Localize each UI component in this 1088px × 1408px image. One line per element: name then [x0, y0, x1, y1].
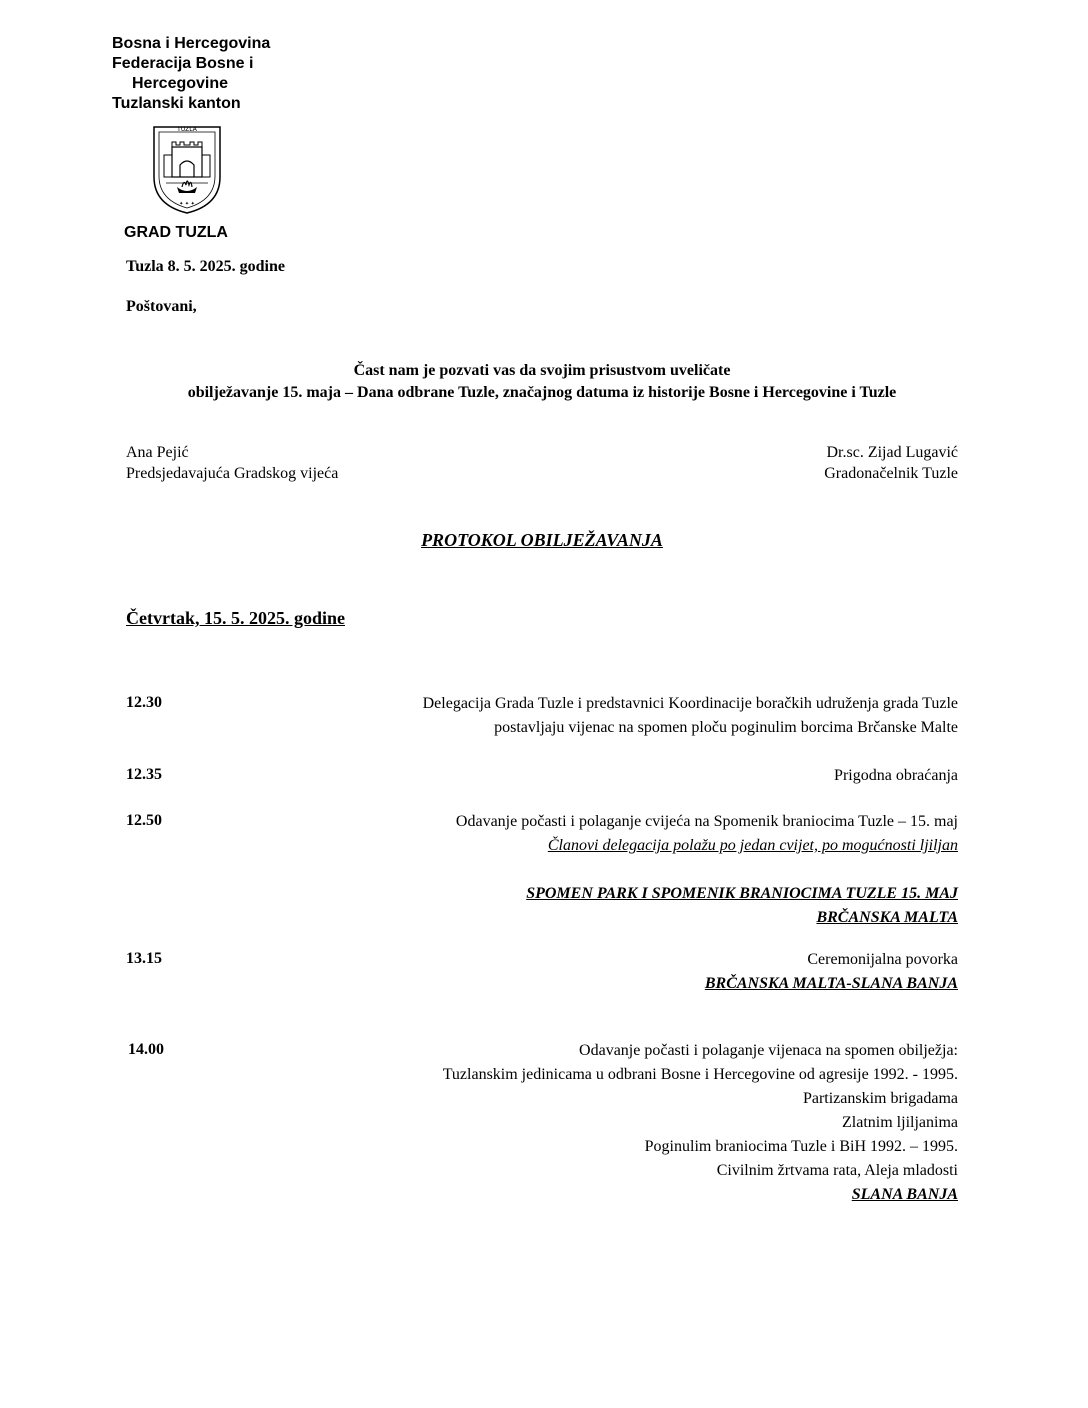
schedule-description [258, 810, 958, 858]
schedule-location: SLANA BANJA [851, 1186, 958, 1203]
schedule-line: Partizanskim brigadama [802, 1090, 958, 1107]
schedule-line: postavljaju vijenac na spomen ploču poginulim borcima Brčanske Malte [494, 719, 958, 736]
header-country: Bosna i Hercegovina [112, 35, 271, 52]
schedule-description [258, 1039, 958, 1207]
schedule-time: 12.50 [126, 812, 162, 829]
tuzla-coat-of-arms-icon [150, 121, 224, 215]
protocol-day: Četvrtak, 15. 5. 2025. godine [126, 608, 345, 628]
schedule-line: Odavanje počasti i polaganje vijenaca na spomen obilježja: [579, 1042, 958, 1059]
schedule-location: BRČANSKA MALTA-SLANA BANJA [704, 975, 958, 992]
schedule-time: 14.00 [128, 1041, 164, 1058]
schedule-line: Delegacija Grada Tuzle i predstavnici Koordinacije boračkih udruženja grada Tuzle [422, 695, 958, 712]
invitation-line-2: obilježavanje 15. maja – Dana odbrane Tuzle, značajnog datuma iz historije Bosne i Hercegovine i Tuzle [187, 384, 897, 401]
schedule-line: Civilnim žrtvama rata, Aleja mladosti [716, 1162, 958, 1179]
schedule-time: 12.35 [126, 766, 162, 783]
schedule-line: Tuzlanskim jedinicama u odbrani Bosne i Hercegovine od agresije 1992. - 1995. [442, 1066, 958, 1083]
location-line: BRČANSKA MALTA [816, 909, 958, 926]
greeting: Poštovani, [126, 298, 197, 315]
schedule-line: Zlatnim ljiljanima [842, 1114, 958, 1131]
schedule-line: Prigodna obraćanja [834, 767, 958, 784]
protocol-title: PROTOKOL OBILJEŽAVANJA [421, 530, 663, 550]
location-line: SPOMEN PARK I SPOMENIK BRANIOCIMA TUZLE 15. MAJ [526, 885, 958, 902]
schedule-description [258, 692, 958, 740]
schedule-description [258, 764, 958, 788]
svg-text:TUZLA: TUZLA [177, 126, 197, 133]
left-signatory-name: Ana Pejić [126, 444, 189, 461]
right-signatory-title: Gradonačelnik Tuzle [824, 465, 958, 482]
right-signatory [824, 442, 958, 484]
left-signatory-title: Predsjedavajuća Gradskog vijeća [126, 465, 339, 482]
header-federation-line2: Hercegovine [132, 75, 229, 92]
city-name: GRAD TUZLA [124, 224, 228, 241]
schedule-line: Poginulim braniocima Tuzle i BiH 1992. – 1995. [644, 1138, 958, 1155]
header-canton: Tuzlanski kanton [112, 95, 241, 112]
right-signatory-name: Dr.sc. Zijad Lugavić [826, 444, 958, 461]
invitation-line-1: Čast nam je pozvati vas da svojim prisustvom uveličate [353, 362, 731, 379]
issuer-header [112, 34, 312, 114]
schedule-line: Ceremonijalna povorka [807, 951, 958, 968]
invitation-text [60, 360, 1024, 404]
schedule-note: Članovi delegacija polažu po jedan cvijet, po mogućnosti ljiljan [547, 837, 958, 854]
svg-text:✦ ✦ ✦: ✦ ✦ ✦ [179, 201, 195, 207]
header-federation-line1: Federacija Bosne i [112, 55, 254, 72]
letter-date: Tuzla 8. 5. 2025. godine [126, 258, 285, 275]
schedule-time: 13.15 [126, 950, 162, 967]
left-signatory [126, 442, 338, 484]
schedule-line: Odavanje počasti i polaganje cvijeća na Spomenik braniocima Tuzle – 15. maj [455, 813, 958, 830]
schedule-description [258, 948, 958, 996]
schedule-time: 12.30 [126, 694, 162, 711]
schedule-location [258, 882, 958, 930]
